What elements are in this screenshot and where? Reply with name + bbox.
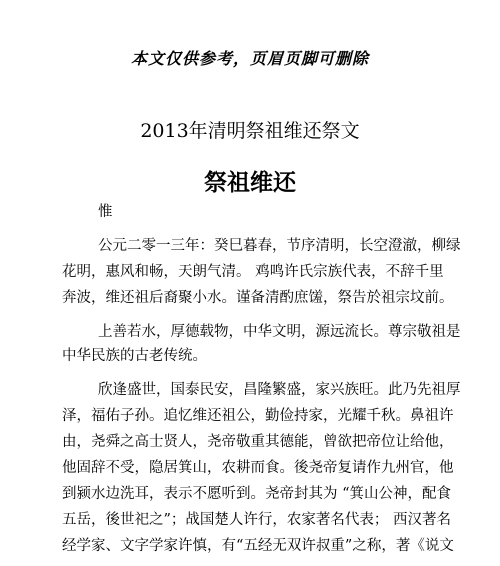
text-line: 他固辞不受，隐居箕山，农耕而食。後尧帝复请作九州官，他	[62, 460, 454, 476]
text-line: 欣逢盛世，国泰民安，昌隆繁盛，家兴族旺。此乃先祖厚	[98, 382, 461, 398]
text-line: 公元二零一三年：癸巳暮春，节序清明，长空澄澈，柳绿	[98, 238, 461, 254]
text-line: 上善若水，厚德载物，中华文明，源远流长。尊宗敬祖是	[98, 324, 461, 340]
document-title: 2013年清明祭祖维还祭文	[140, 120, 360, 142]
text-line: 惟	[98, 204, 113, 220]
text-line: 奔波，维还祖后裔聚小水。谨备清酌庶馐，祭告於祖宗坟前。	[62, 290, 454, 306]
text-line: 中华民族的古老传统。	[62, 348, 207, 364]
text-line: 到颍水边洗耳，表示不愿听到。尧帝封其为 “箕山公神，配食	[62, 486, 452, 502]
text-line: 泽，福佑子孙。追忆维还祖公，勤俭持家，光耀千秋。鼻祖许	[62, 408, 454, 424]
text-line: 五岳，後世祀之”；战国楚人许行，农家著名代表； 西汉著名	[62, 512, 452, 528]
text-line: 由，尧舜之高士贤人，尧帝敬重其德能，曾欲把帝位让给他，	[62, 434, 454, 450]
section-title: 祭祖维还	[204, 170, 296, 196]
text-line: 花明，惠风和畅，天朗气清。 鸡鸣许氏宗族代表，不辞千里	[62, 264, 444, 280]
text-line: 经学家、文字学家许慎，有“五经无双许叔重”之称，著《说文	[62, 538, 454, 554]
header-watermark: 本文仅供参考，页眉页脚可删除	[130, 49, 369, 68]
